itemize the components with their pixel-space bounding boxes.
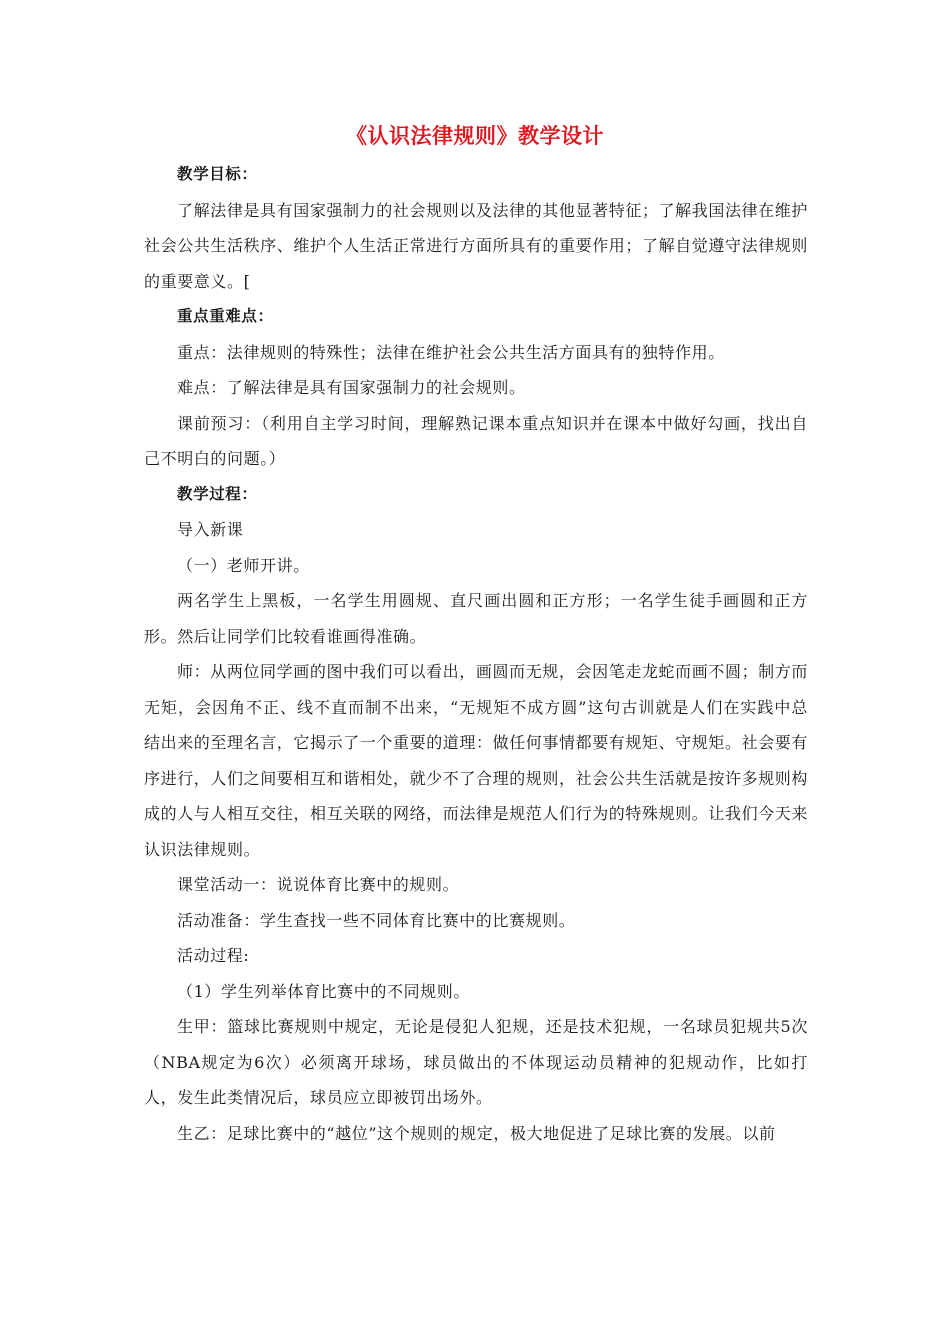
- preview-paragraph: 课前预习：（利用自主学习时间，理解熟记课本重点知识并在课本中做好勾画，找出自己不明白的问题。）: [144, 413, 808, 468]
- key-heading: 重点重难点：: [177, 307, 274, 325]
- paragraph-blackboard: 两名学生上黑板，一名学生用圆规、直尺画出圆和正方形；一名学生徒手画圆和正方形。然后让同学们比较看谁画得准确。: [144, 591, 808, 646]
- paragraph-teacher: 师：从两位同学画的图中我们可以看出，画圆而无规，会因笔走龙蛇而画不圆；制方而无矩，会因角不正、线不直而制不出来，“无规矩不成方圆”这句古训就是人们在实践中总结出来的至理名言，它揭示了一个重要的道理：做任何事情都要有规矩、守规矩。社会要有序进行，人们之间要相互和谐相处，就少不了合理的规则，社会公共生活就是按许多规则构成的人与人相互交往，相互关联的网络，而法律是规范人们行为的特殊规则。让我们今天来认识法律规则。: [144, 662, 809, 859]
- document-body: [144, 157, 808, 1151]
- student-b-paragraph: 生乙：足球比赛中的“越位”这个规则的规定，极大地促进了足球比赛的发展。以前: [177, 1123, 776, 1143]
- step-a-line: （1）学生列举体育比赛中的不同规则。: [177, 981, 470, 1001]
- step-one-line: （一）老师开讲。: [177, 555, 310, 575]
- goals-heading: 教学目标：: [177, 165, 258, 183]
- activity-one-line: 课堂活动一：说说体育比赛中的规则。: [177, 875, 460, 894]
- key-point-paragraph: 重点：法律规则的特殊性；法律在维护社会公共生活方面具有的独特作用。: [177, 342, 725, 362]
- student-a-paragraph: 生甲：篮球比赛规则中规定，无论是侵犯人犯规，还是技术犯规，一名球员犯规共5次（NBA规定为6次）必须离开球场，球员做出的不体现运动员精神的犯规动作，比如打人，发生此类情况后，球员应立即被罚出场外。: [144, 1017, 808, 1107]
- activity-process-line: 活动过程:: [177, 946, 250, 965]
- activity-prep-line: 活动准备：学生查找一些不同体育比赛中的比赛规则。: [177, 910, 576, 930]
- document-title: 《认识法律规则》教学设计: [346, 124, 604, 148]
- process-heading: 教学过程：: [177, 484, 258, 503]
- intro-line: 导入新课: [177, 520, 244, 539]
- goals-paragraph: 了解法律是具有国家强制力的社会规则以及法律的其他显著特征；了解我国法律在维护社会公共生活秩序、维护个人生活正常进行方面所具有的重要作用；了解自觉遵守法律规则的重要意义。[: [144, 200, 809, 291]
- difficult-point-paragraph: 难点：了解法律是具有国家强制力的社会规则。: [177, 378, 526, 397]
